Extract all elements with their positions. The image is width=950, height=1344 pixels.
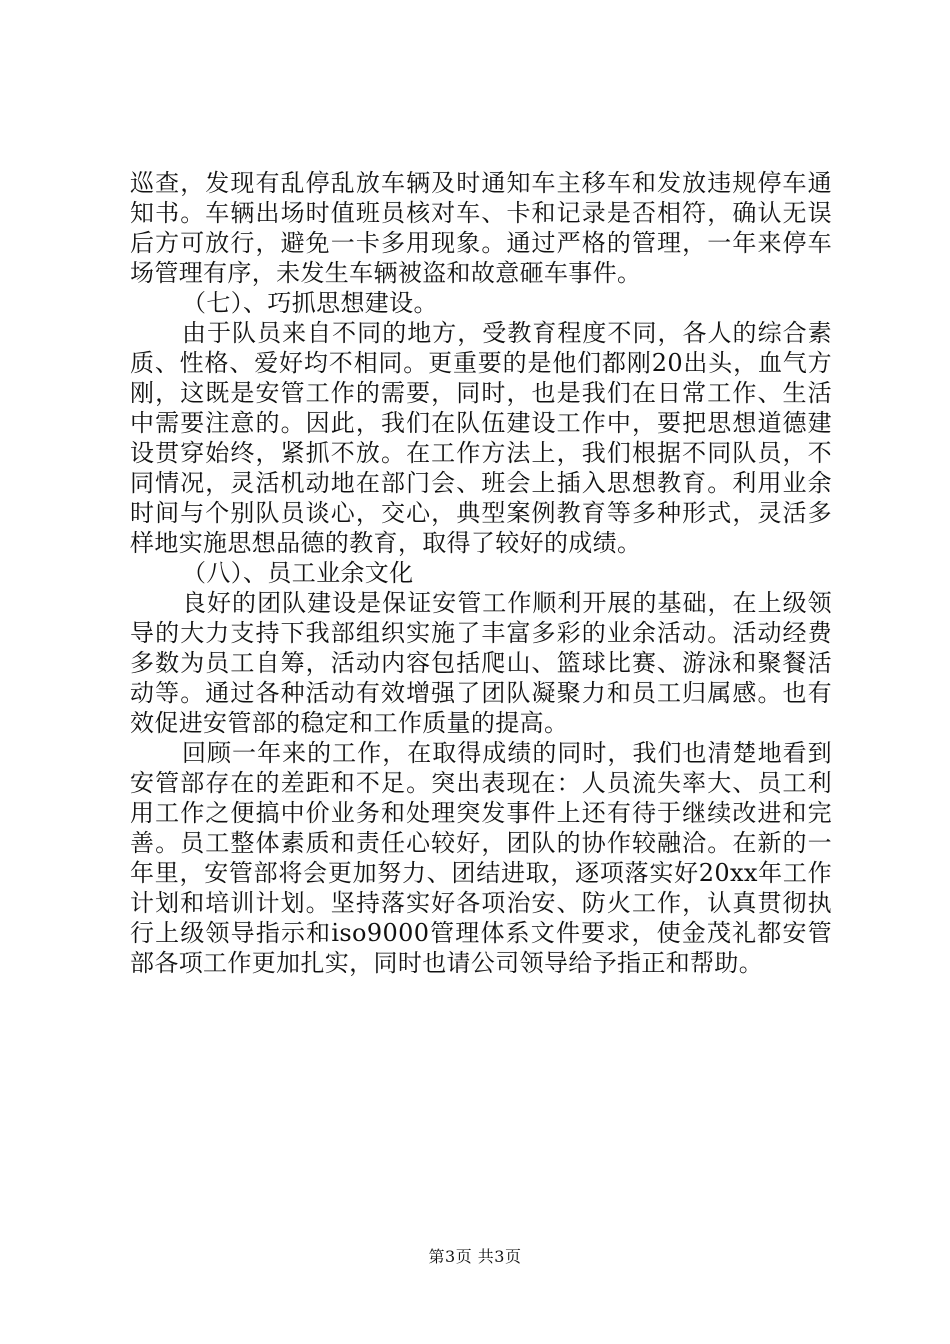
section-heading-7: （七）、巧抓思想建设。 xyxy=(182,289,438,317)
paragraph-review: 回顾一年来的工作，在取得成绩的同时，我们也清楚地看到安管部存在的差距和不足。突出表现在：人员流失率大、员工利用工作之便搞中价业务和处理突发事件上还有待于继续改进和完善。员工整体素质和责任心较好，团队的协作较融洽。在新的一年里，安管部将会更加努力、团结进取，逐项落实好20xx年工作计划和培训计划。坚持落实好各项治安、防火工作，认真贯彻执行上级领导指示和iso9000管理体系文件要求，使金茂礼都安管部各项工作更加扎实，同时也请公司领导给予指正和帮助。 xyxy=(130,739,832,977)
paragraph-ideology: 由于队员来自不同的地方，受教育程度不同，各人的综合素质、性格、爱好均不相同。更重要的是他们都刚20出头，血气方刚，这既是安管工作的需要，同时，也是我们在日常工作、生活中需要注意的。因此，我们在队伍建设工作中，要把思想道德建设贯穿始终，紧抓不放。在工作方法上，我们根据不同队员，不同情况，灵活机动地在部门会、班会上插入思想教育。利用业余时间与个别队员谈心，交心，典型案例教育等多种形式，灵活多样地实施思想品德的教育，取得了较好的成绩。 xyxy=(130,319,832,557)
section-heading-8: （八）、员工业余文化 xyxy=(182,559,414,587)
paragraph-parking-continued: 巡查，发现有乱停乱放车辆及时通知车主移车和发放违规停车通知书。车辆出场时值班员核对车、卡和记录是否相符，确认无误后方可放行，避免一卡多用现象。通过严格的管理，一年来停车场管理有序，未发生车辆被盗和故意砸车事件。 xyxy=(130,169,832,287)
document-body xyxy=(130,168,832,978)
paragraph-culture: 良好的团队建设是保证安管工作顺利开展的基础，在上级领导的大力支持下我部组织实施了丰富多彩的业余活动。活动经费多数为员工自筹，活动内容包括爬山、篮球比赛、游泳和聚餐活动等。通过各种活动有效增强了团队凝聚力和员工归属感。也有效促进安管部的稳定和工作质量的提高。 xyxy=(130,589,832,737)
page-footer: 第3页 共3页 xyxy=(428,1247,522,1266)
